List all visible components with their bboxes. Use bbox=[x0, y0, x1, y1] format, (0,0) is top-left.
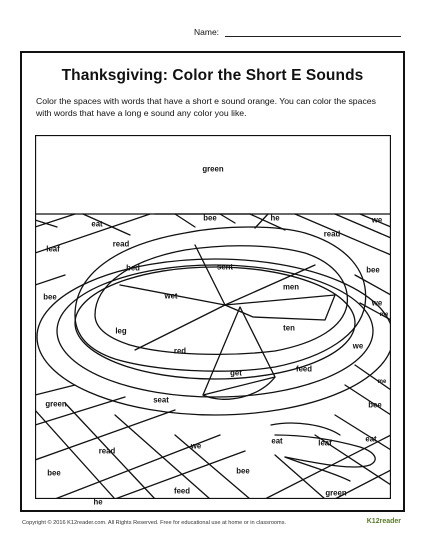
copyright-footer: Copyright © 2016 K12reader.com. All Rights Reserved. Free for educational use at home or in classrooms. bbox=[22, 520, 287, 526]
word-label: men bbox=[282, 282, 300, 292]
word-label: he bbox=[93, 497, 103, 507]
word-label: green bbox=[202, 164, 224, 174]
word-label: bee bbox=[366, 265, 380, 275]
word-label: read bbox=[112, 239, 130, 249]
word-label: leaf bbox=[318, 438, 332, 448]
word-label: ten bbox=[283, 323, 295, 333]
pie-slice-lifted bbox=[203, 307, 275, 395]
word-label: leaf bbox=[46, 244, 60, 254]
word-label: bee bbox=[43, 292, 57, 302]
word-label: we bbox=[190, 441, 202, 451]
word-label: green bbox=[325, 488, 347, 498]
name-label: Name: bbox=[194, 27, 220, 37]
word-label: we bbox=[371, 215, 383, 225]
tablecloth-lines bbox=[35, 214, 391, 499]
word-label: we bbox=[352, 341, 364, 351]
word-label: wet bbox=[164, 291, 178, 301]
word-label: seat bbox=[153, 395, 169, 405]
pie-slice-removed bbox=[225, 295, 335, 320]
coloring-picture bbox=[35, 135, 391, 507]
word-label: get bbox=[230, 368, 242, 378]
word-label: bed bbox=[126, 263, 140, 273]
word-label: eat bbox=[91, 219, 103, 229]
word-label: me bbox=[377, 379, 387, 385]
word-label: sent bbox=[216, 262, 234, 272]
word-label: bee bbox=[203, 213, 217, 223]
word-label: read bbox=[98, 446, 116, 456]
name-field[interactable] bbox=[225, 36, 401, 37]
publisher-logo: K12reader bbox=[366, 518, 401, 525]
word-label: read bbox=[323, 229, 341, 239]
word-label: he bbox=[270, 213, 280, 223]
instructions: Color the spaces with words that have a short e sound orange. You can color the spaces with words that have a long e sound any color you like. bbox=[36, 96, 376, 118]
worksheet bbox=[20, 51, 405, 512]
word-label: eat bbox=[271, 436, 283, 446]
word-label: green bbox=[45, 399, 67, 409]
word-label: bee bbox=[368, 400, 382, 410]
word-label: leg bbox=[115, 326, 127, 336]
word-label: eat bbox=[365, 434, 377, 444]
word-label: feed bbox=[295, 364, 313, 374]
word-label: we bbox=[371, 298, 383, 308]
word-label: feed bbox=[173, 486, 191, 496]
art-frame bbox=[36, 136, 391, 499]
name-line bbox=[194, 27, 401, 37]
word-label: red bbox=[173, 346, 187, 356]
word-label: me bbox=[379, 312, 389, 318]
word-label: bee bbox=[236, 466, 250, 476]
pie-line-art bbox=[35, 135, 391, 499]
pie-crust bbox=[75, 227, 366, 371]
word-label: bee bbox=[47, 468, 61, 478]
worksheet-title: Thanksgiving: Color the Short E Sounds bbox=[61, 67, 364, 84]
